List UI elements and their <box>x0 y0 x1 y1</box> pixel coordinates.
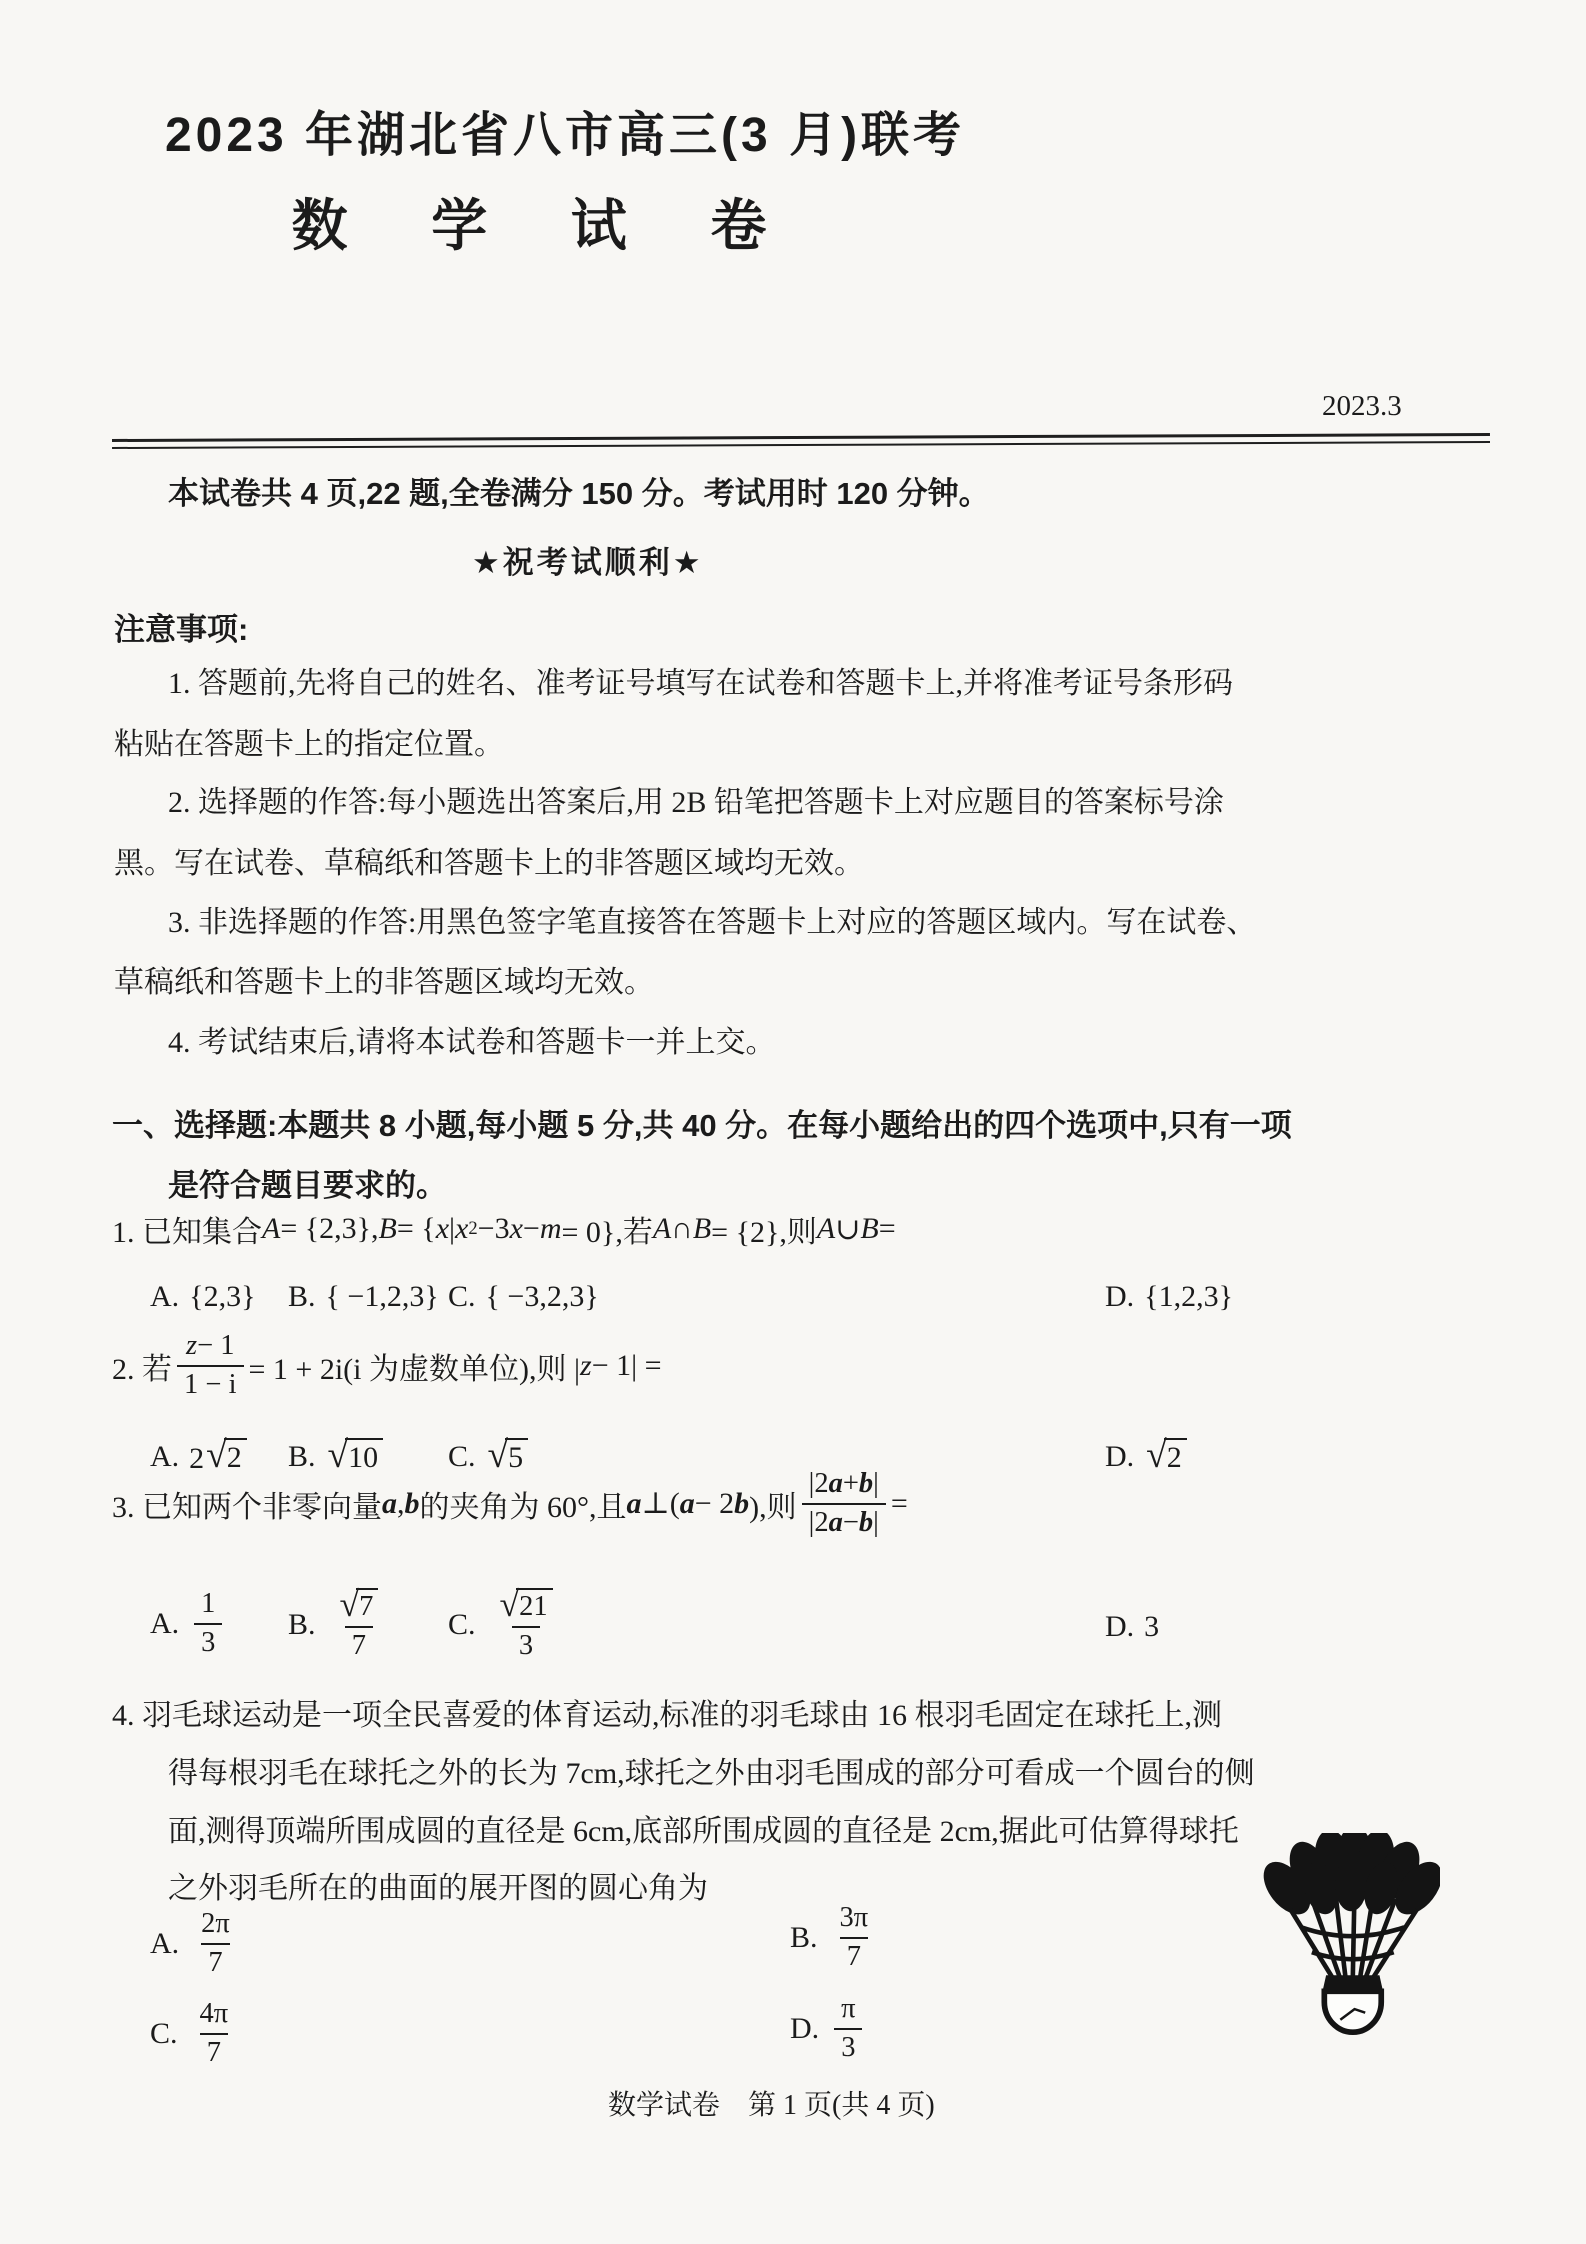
option-value: {2,3} <box>189 1280 256 1313</box>
question-3-option-b <box>288 1584 392 1662</box>
option-label: B. <box>288 1608 316 1642</box>
option-label: C. <box>448 1440 476 1473</box>
option-label: A. <box>150 1926 180 1960</box>
question-3-option-c <box>448 1584 567 1662</box>
option-value: $\frac{3\pi}{7}$ <box>839 1902 869 1972</box>
option-label: D. <box>1105 1440 1135 1473</box>
option-value: $\frac{1}{3}$ <box>189 1588 227 1660</box>
good-luck-note: ★祝考试顺利★ <box>472 545 704 580</box>
note-3-line-2: 草稿纸和答题卡上的非答题区域均无效。 <box>114 966 654 999</box>
question-1-option-b <box>288 1280 439 1314</box>
question-4-line-1: 4. 羽毛球运动是一项全民喜爱的体育运动,标准的羽毛球由 16 根羽毛固定在球托上,测 <box>112 1699 1222 1732</box>
exam-info-line: 本试卷共 4 页,22 题,全卷满分 150 分。考试用时 120 分钟。 <box>168 476 990 511</box>
question-4-line-3: 面,测得顶端所围成圆的直径是 6cm,底部所围成圆的直径是 2cm,据此可估算得球托 <box>168 1815 1239 1848</box>
option-label: B. <box>288 1440 316 1473</box>
option-value: $\frac{\pi}{3}$ <box>829 1993 867 2065</box>
note-2-line-2: 黑。写在试卷、草稿纸和答题卡上的非答题区域均无效。 <box>114 847 864 880</box>
exam-subtitle: 数 学 试 卷 <box>291 194 801 257</box>
shuttlecock-icon <box>1262 1833 1440 2050</box>
question-2-stem: 2. 若 z − 1 1 − i = 1 + 2i(i 为虚数单位),则 | z − 1| = <box>112 1330 662 1400</box>
option-value: $\frac{4\pi}{7}$ <box>199 1998 229 2068</box>
option-label: D. <box>1105 1280 1135 1313</box>
section-heading-line-2: 是符合题目要求的。 <box>168 1168 447 1203</box>
question-4-option-c <box>150 1998 240 2070</box>
question-1-option-a <box>150 1280 255 1314</box>
option-label: C. <box>150 2016 178 2050</box>
note-1-line-1: 1. 答题前,先将自己的姓名、准考证号填写在试卷和答题卡上,并将准考证号条形码 <box>168 667 1233 700</box>
option-value: {1,2,3} <box>1144 1280 1233 1313</box>
option-label: A. <box>150 1280 180 1313</box>
option-value: 2 √ 2 <box>189 1438 249 1476</box>
option-label: C. <box>448 1280 476 1313</box>
question-4-option-b <box>790 1902 880 1974</box>
question-4-line-4: 之外羽毛所在的曲面的展开图的圆心角为 <box>168 1872 708 1905</box>
option-label: D. <box>790 2011 820 2045</box>
option-label: C. <box>448 1608 476 1642</box>
note-3-line-1: 3. 非选择题的作答:用黑色签字笔直接答在答题卡上对应的答题区域内。写在试卷、 <box>168 906 1257 939</box>
shuttlecock-image <box>1262 1833 1440 2050</box>
option-label: A. <box>150 1440 180 1473</box>
option-value: $\frac{2\pi}{7}$ <box>201 1908 230 1978</box>
note-4-line: 4. 考试结束后,请将本试卷和答题卡一并上交。 <box>168 1026 776 1059</box>
header-divider-rule <box>112 433 1490 449</box>
option-value: √ 2 <box>1144 1438 1189 1476</box>
option-label: B. <box>288 1280 316 1313</box>
question-1-option-c <box>448 1280 599 1314</box>
question-3-option-a <box>150 1588 227 1660</box>
notes-title: 注意事项: <box>114 612 249 647</box>
exam-title: 2023 年湖北省八市高三(3 月)联考 <box>164 109 966 162</box>
question-1-option-d <box>1105 1280 1233 1314</box>
option-value: √ 5 <box>486 1438 531 1476</box>
note-2-line-1: 2. 选择题的作答:每小题选出答案后,用 2B 铅笔把答题卡上对应题目的答案标号涂 <box>168 786 1224 819</box>
option-value: √ 7 7 <box>326 1588 393 1662</box>
option-value: { −3,2,3} <box>485 1280 599 1313</box>
option-value: √ 10 <box>326 1438 386 1476</box>
question-3-stem: 3. 已知两个非零向量 a , b 的夹角为 60°,且 a ⊥( a − 2 b ),则 |2 a + b | |2 a − b | = <box>112 1468 908 1538</box>
option-value: { −1,2,3} <box>325 1280 439 1313</box>
option-label: B. <box>790 1920 818 1954</box>
question-4-option-d <box>790 1993 868 2065</box>
section-heading-line-1: 一、选择题:本题共 8 小题,每小题 5 分,共 40 分。在每小题给出的四个选项中,只有一项 <box>112 1108 1292 1143</box>
page-footer: 数学试卷 第 1 页(共 4 页) <box>608 2090 935 2121</box>
option-value: 3 <box>1144 1610 1160 1643</box>
option-value: √ 21 3 <box>486 1588 567 1662</box>
question-4-line-2: 得每根羽毛在球托之外的长为 7cm,球托之外由羽毛围成的部分可看成一个圆台的侧 <box>168 1757 1255 1790</box>
question-2-option-d <box>1105 1435 1189 1476</box>
question-1-stem: 1. 已知集合 A = {2,3}, B = { x | x 2 −3 x − m = 0},若 A ∩ B = {2},则 A ∪ B = <box>112 1212 896 1249</box>
question-4-option-a <box>150 1908 242 1980</box>
option-label: D. <box>1105 1610 1135 1643</box>
exam-date: 2023.3 <box>1322 390 1402 422</box>
option-label: A. <box>150 1606 180 1640</box>
note-1-line-2: 粘贴在答题卡上的指定位置。 <box>114 728 504 761</box>
question-3-option-d <box>1105 1610 1159 1644</box>
